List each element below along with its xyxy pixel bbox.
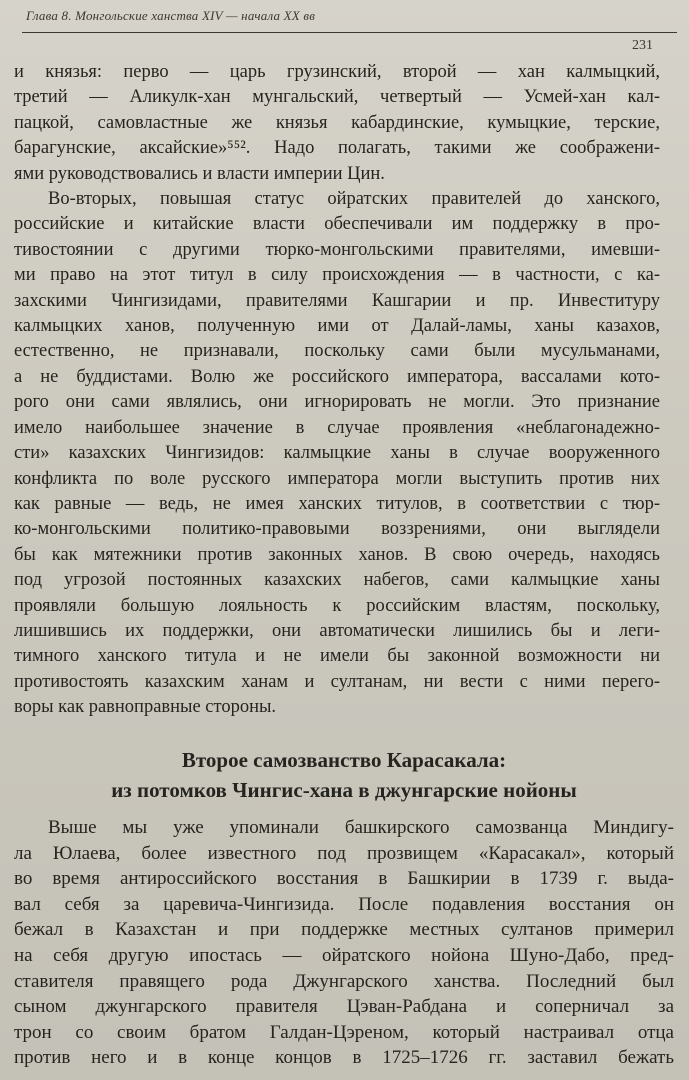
text-line: российские и китайские власти обеспечивали им поддержку в про-	[14, 214, 660, 235]
text-line: трон со своим братом Галдан-Цэреном, который настраивал отца	[14, 1021, 674, 1043]
text-line: сыном джунгарского правителя Цэван-Рабдана и соперничал за	[14, 996, 674, 1018]
text-line: пацкой, самовластные же князья кабардинские, кумыцкие, терские,	[14, 112, 660, 133]
text-line: захскими Чингизидами, правителями Кашгарии и пр. Инвеституру	[14, 290, 660, 311]
body-text-bottom	[14, 815, 674, 1071]
text-line: против него и в конце концов в 1725–1726 гг. заставил бежать	[14, 1047, 674, 1069]
text-line: Выше мы уже упоминали башкирского самозванца Миндигу-	[48, 817, 674, 838]
text-line: вал себя за царевича-Чингизида. После подавления восстания он	[14, 893, 674, 915]
text-line: бежал в Казахстан и при поддержке местных султанов примерил	[14, 919, 674, 941]
text-line: бы как мятежники против законных ханов. В свою очередь, находясь	[14, 544, 660, 565]
text-line: тивостоянии с другими тюрко-монгольскими правителями, имевши-	[14, 239, 660, 260]
text-line: естественно, не признавали, поскольку сами были мусульманами,	[14, 341, 660, 362]
section-title-line: Второе самозванство Карасакала:	[181, 748, 507, 772]
text-line: рого они сами являлись, они игнорировать не могли. Это признание	[14, 392, 660, 413]
text-line: лишившись их поддержки, они автоматически лишились бы и леги-	[14, 620, 660, 641]
text-line: на себя другую ипостась — ойратского нойона Шуно-Дабо, пред-	[14, 944, 674, 966]
body-text-top	[14, 60, 660, 721]
text-line: воры как равноправные стороны.	[14, 697, 277, 718]
text-line: под угрозой постоянных казахских набегов, сами калмыцкие ханы	[14, 570, 660, 591]
running-head: Глава 8. Монгольские ханства XIV — начала XX вв	[26, 8, 316, 23]
text-line: а не буддистами. Волю же российского императора, вассалами кото-	[14, 366, 660, 387]
text-line: как равные — ведь, не имея ханских титулов, в соответствии с тюр-	[14, 493, 660, 514]
text-line: во время антироссийского восстания в Башкирии в 1739 г. выда-	[14, 868, 674, 890]
text-line: конфликта по воле русского императора могли выступить против них	[14, 468, 660, 489]
text-line: имело наибольшее значение в случае проявления «неблагонадежно-	[14, 417, 660, 438]
text-line: ла Юлаева, более известного под прозвищем «Карасакал», который	[14, 842, 674, 864]
text-line: барагунские, аксайские»⁵⁵². Надо полагать, такими же соображени-	[14, 138, 660, 159]
text-line: противостоять казахским ханам и султанам, ни вести с ними перего-	[14, 671, 660, 692]
text-line: проявляли большую лояльность к российским властям, поскольку,	[14, 595, 660, 616]
text-line: сти» казахских Чингизидов: калмыцкие ханы в случае вооруженного	[14, 443, 660, 464]
text-line: Во-вторых, повышая статус ойратских правителей до ханского,	[48, 189, 660, 210]
text-line: и князья: перво — царь грузинский, второй — хан калмыцкий,	[14, 62, 660, 82]
text-line: калмыцких ханов, полученную ими от Далай-ламы, ханы казахов,	[14, 316, 660, 337]
header-rule	[22, 32, 677, 33]
text-line: ставителя правящего рода Джунгарского ханства. Последний был	[14, 970, 674, 992]
text-line: третий — Аликулк-хан мунгальский, четвертый — Усмей-хан кал-	[14, 87, 660, 108]
text-line: ями руководствовались и власти империи Цин.	[14, 163, 385, 184]
text-line: ко-монгольскими политико-правовыми воззрениями, они выглядели	[14, 519, 660, 540]
section-title	[14, 745, 674, 805]
text-line: тимного ханского титула и не имели бы законной возможности ни	[14, 646, 660, 667]
text-line: ми право на этот титул в силу происхождения — в частности, с ка-	[14, 265, 660, 286]
page-number: 231	[632, 38, 653, 53]
section-title-line: из потомков Чингис-хана в джунгарские нойоны	[111, 778, 577, 802]
